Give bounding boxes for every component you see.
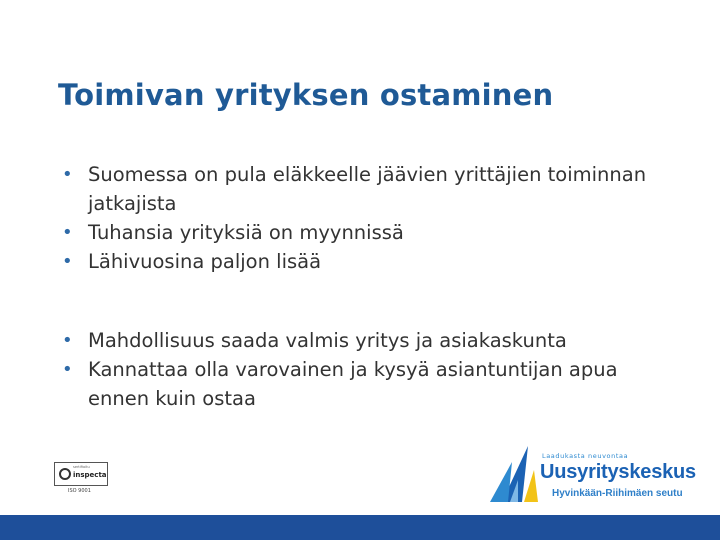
uusyrityskeskus-logo [488, 440, 718, 510]
bullet-text: Suomessa on pula eläkkeelle jäävien yrittäjien toiminnan jatkajista [88, 163, 647, 215]
list-item [62, 326, 682, 355]
certificate-mark-icon [59, 468, 71, 480]
logo-tagline: Laadukasta neuvontaa [542, 452, 629, 460]
inspecta-certificate-logo [54, 462, 108, 486]
bullet-icon: • [62, 251, 73, 272]
footer-bar [0, 515, 720, 540]
bullet-list-2 [62, 326, 682, 413]
certificate-small-text: sertifioitu [73, 465, 90, 469]
bullet-icon: • [62, 359, 73, 380]
list-item [62, 247, 682, 276]
bullet-icon: • [62, 164, 73, 185]
bullet-text: Kannattaa olla varovainen ja kysyä asiantuntijan apua ennen kuin ostaa [88, 358, 618, 410]
list-item [62, 355, 682, 413]
bullet-text: Tuhansia yrityksiä on myynnissä [88, 221, 404, 244]
certificate-code: ISO 9001 [68, 488, 91, 494]
slide-title: Toimivan yrityksen ostaminen [58, 78, 554, 112]
bullet-icon: • [62, 330, 73, 351]
bullet-icon: • [62, 222, 73, 243]
sail-logo-icon [488, 440, 544, 510]
logo-name: Uusyrityskeskus [540, 461, 696, 483]
list-item [62, 218, 682, 247]
logo-region: Hyvinkään-Riihimäen seutu [552, 488, 683, 499]
certificate-brand: inspecta [73, 471, 107, 479]
bullet-text: Mahdollisuus saada valmis yritys ja asiakaskunta [88, 329, 567, 352]
bullet-text: Lähivuosina paljon lisää [88, 250, 322, 273]
bullet-list-1 [62, 160, 682, 276]
list-item [62, 160, 682, 218]
